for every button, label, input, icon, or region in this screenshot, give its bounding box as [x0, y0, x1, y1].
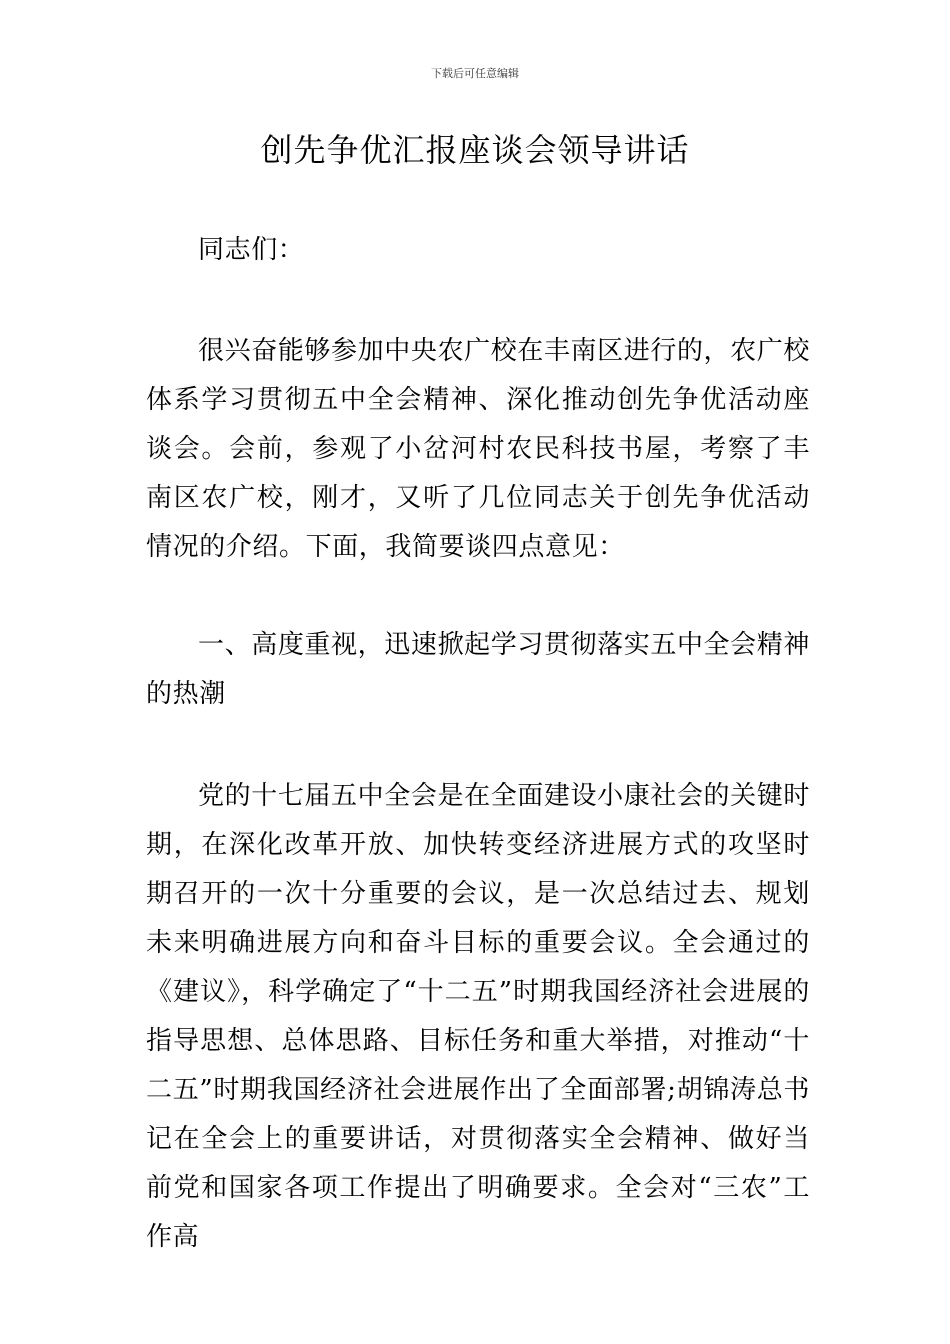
header-note: 下载后可任意编辑	[431, 67, 519, 80]
section-heading-1: 一、高度重视，迅速掀起学习贯彻落实五中全会精神的热潮	[146, 630, 810, 709]
greeting-paragraph: 同志们：	[198, 235, 305, 265]
body-paragraph-1: 党的十七届五中全会是在全面建设小康社会的关键时期，在深化改革开放、加快转变经济进展方式的攻坚时期召开的一次十分重要的会议，是一次总结过去、规划未来明确进展方向和奋斗目标的重要会议。全会通过的《建议》，科学确定了“十二五”时期我国经济社会进展的指导思想、总体思路、目标任务和重大举措，对推动“十二五”时期我国经济社会进展作出了全面部署;胡锦涛总书记在全会上的重要讲话，对贯彻落实全会精神、做好当前党和国家各项工作提出了明确要求。全会对“三农”工作高	[146, 781, 810, 1252]
page-title: 创先争优汇报座谈会领导讲话	[260, 131, 690, 169]
intro-paragraph: 很兴奋能够参加中央农广校在丰南区进行的，农广校体系学习贯彻五中全会精神、深化推动创先争优活动座谈会。会前，参观了小岔河村农民科技书屋，考察了丰南区农广校，刚才，又听了几位同志关于创先争优活动情况的介绍。下面，我简要谈四点意见：	[146, 336, 810, 562]
